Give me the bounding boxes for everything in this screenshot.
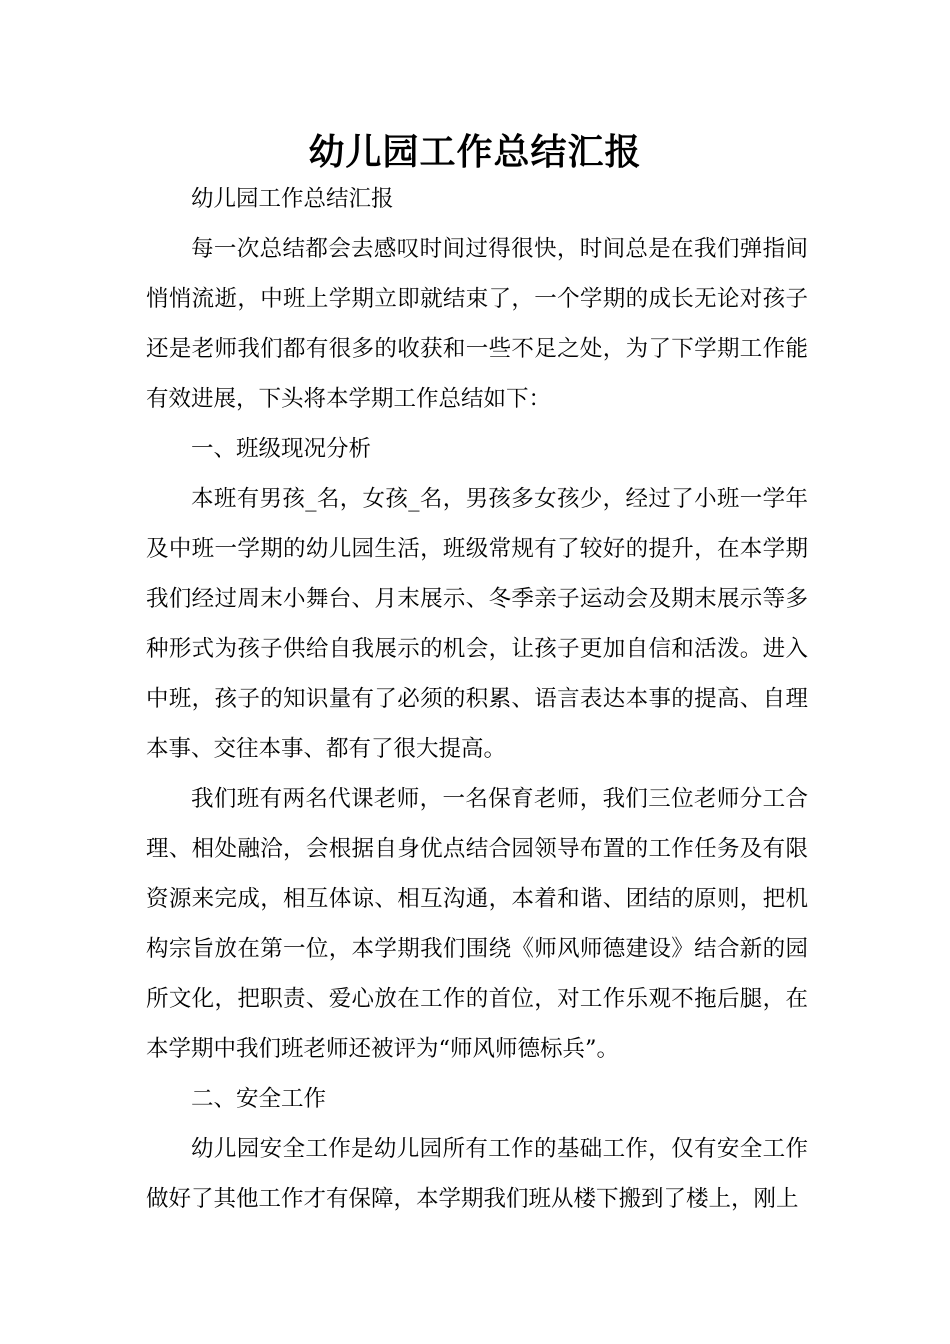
document-body (146, 174, 808, 1224)
paragraph-teachers: 我们班有两名代课老师，一名保育老师，我们三位老师分工合理、相处融洽，会根据自身优点结合园领导布置的工作任务及有限资源来完成，相互体谅、相互沟通，本着和谐、团结的原则，把机构宗旨放在第一位，本学期我们围绕《师风师德建设》结合新的园所文化，把职责、爱心放在工作的首位，对工作乐观不拖后腿，在本学期中我们班老师还被评为“师风师德标兵”。 (146, 786, 808, 1062)
paragraph-class-analysis: 本班有男孩_名，女孩_名，男孩多女孩少，经过了小班一学年及中班一学期的幼儿园生活，班级常规有了较好的提升，在本学期我们经过周末小舞台、月末展示、冬季亲子运动会及期末展示等多种形式为孩子供给自我展示的机会，让孩子更加自信和活泼。进入中班，孩子的知识量有了必须的积累、语言表达本事的提高、自理本事、交往本事、都有了很大提高。 (146, 486, 808, 762)
heading-class-analysis: 一、班级现况分析 (191, 436, 372, 462)
paragraph-safety-work: 幼儿园安全工作是幼儿园所有工作的基础工作，仅有安全工作做好了其他工作才有保障，本学期我们班从楼下搬到了楼上，刚上 (146, 1136, 808, 1212)
paragraph-subtitle: 幼儿园工作总结汇报 (191, 186, 394, 212)
paragraph-intro: 每一次总结都会去感叹时间过得很快，时间总是在我们弹指间悄悄流逝，中班上学期立即就结束了，一个学期的成长无论对孩子还是老师我们都有很多的收获和一些不足之处，为了下学期工作能有效进展，下头将本学期工作总结如下： (146, 236, 808, 412)
document-title: 幼儿园工作总结汇报 (308, 132, 642, 173)
heading-safety-work: 二、安全工作 (191, 1086, 327, 1112)
